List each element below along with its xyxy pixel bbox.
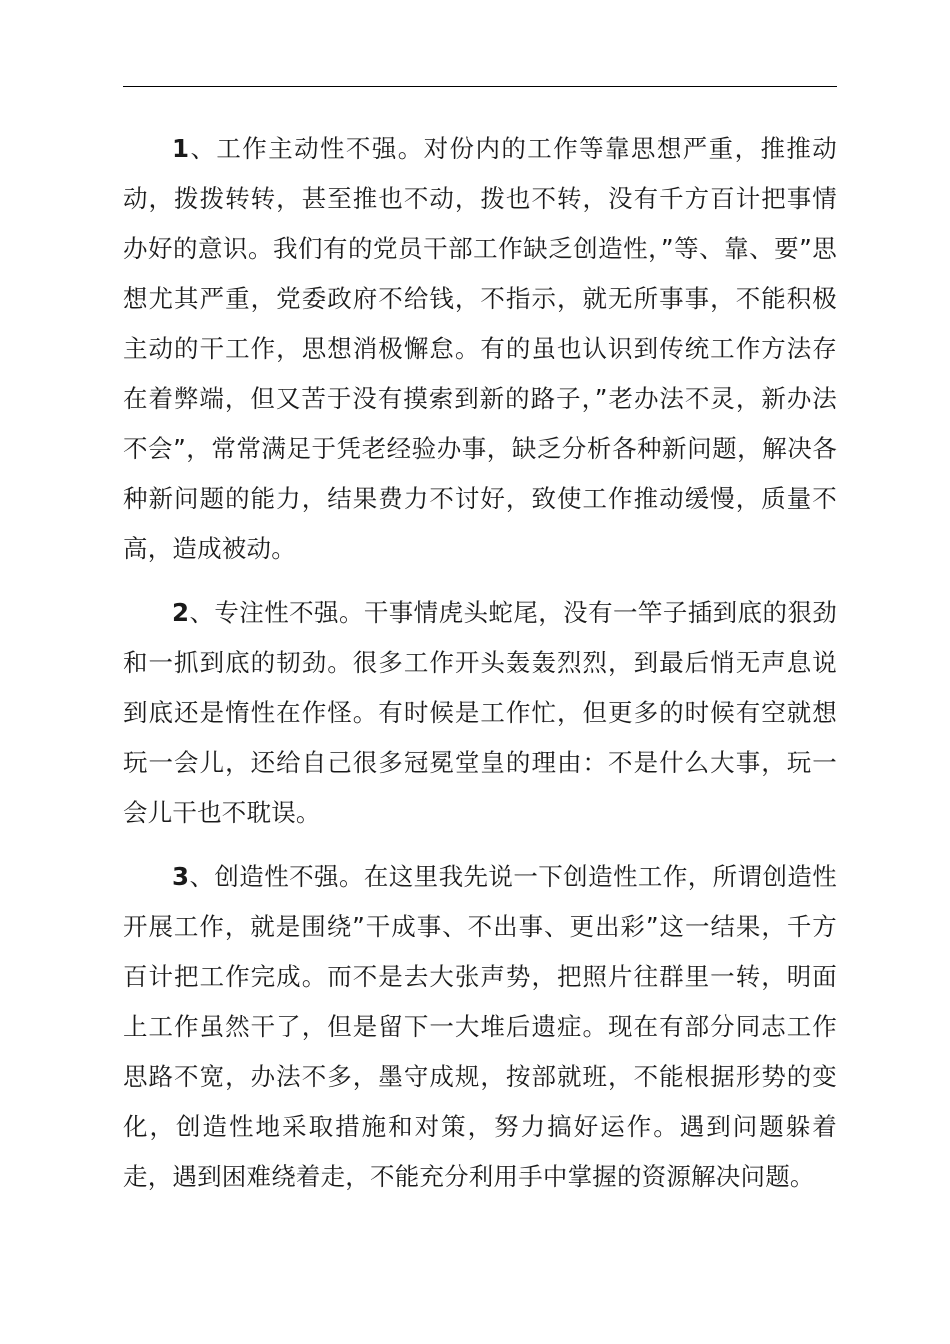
header-rule xyxy=(123,86,837,87)
paragraph-text: 、专注性不强。干事情虎头蛇尾，没有一竿子插到底的狠劲和一抓到底的韧劲。很多工作开头轰轰烈烈，到最后悄无声息说到底还是惰性在作怪。有时候是工作忙，但更多的时候有空就想玩一会儿，还给自己很多冠冕堂皇的理由：不是什么大事，玩一会儿干也不耽误。 xyxy=(123,598,837,827)
paragraph-number: 1 xyxy=(172,134,190,163)
paragraph-number: 3 xyxy=(172,862,190,891)
paragraph-1 xyxy=(123,124,837,574)
paragraph-2 xyxy=(123,588,837,838)
document-body xyxy=(123,124,837,1216)
paragraph-text: 、创造性不强。在这里我先说一下创造性工作，所谓创造性开展工作，就是围绕”干成事、不出事、更出彩”这一结果，千方百计把工作完成。而不是去大张声势，把照片往群里一转，明面上工作虽然干了，但是留下一大堆后遗症。现在有部分同志工作思路不宽，办法不多，墨守成规，按部就班，不能根据形势的变化，创造性地采取措施和对策，努力搞好运作。遇到问题躲着走，遇到困难绕着走，不能充分利用手中掌握的资源解决问题。 xyxy=(123,862,837,1191)
paragraph-3 xyxy=(123,852,837,1202)
paragraph-text: 、工作主动性不强。对份内的工作等靠思想严重，推推动动，拨拨转转，甚至推也不动，拨也不转，没有千方百计把事情办好的意识。我们有的党员干部工作缺乏创造性，”等、靠、要”思想尤其严重，党委政府不给钱，不指示，就无所事事，不能积极主动的干工作，思想消极懈怠。有的虽也认识到传统工作方法存在着弊端，但又苦于没有摸索到新的路子，”老办法不灵，新办法不会”，常常满足于凭老经验办事，缺乏分析各种新问题，解决各种新问题的能力，结果费力不讨好，致使工作推动缓慢，质量不高，造成被动。 xyxy=(123,134,837,563)
paragraph-number: 2 xyxy=(172,598,190,627)
